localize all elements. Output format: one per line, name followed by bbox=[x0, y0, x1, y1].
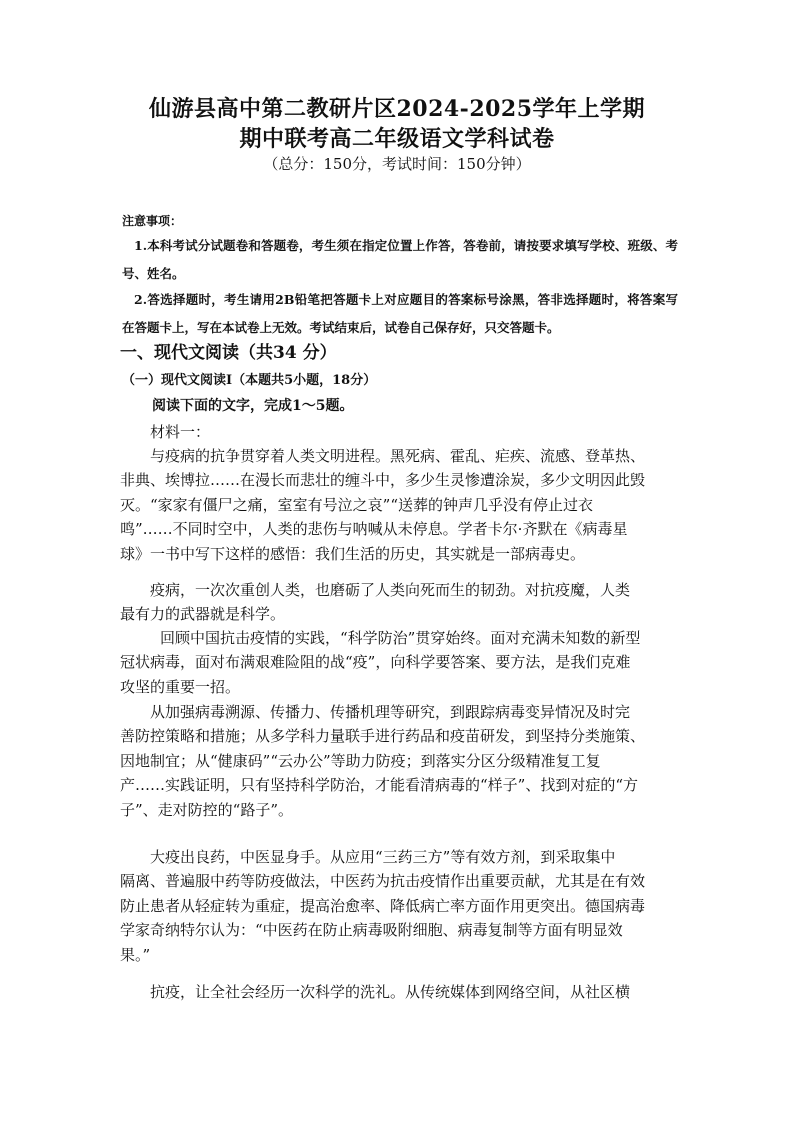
subsection-heading: （一）现代文阅读Ⅰ（本题共5小题，18分） bbox=[122, 373, 377, 388]
paragraph-line: 冠状病毒，面对布满艰难险阻的战“疫”，向科学要答案、要方法，是我们克难 bbox=[120, 653, 631, 672]
paragraph-line: 善防控策略和措施；从多学科力量联手进行药品和疫苗研发，到坚持分类施策、 bbox=[120, 727, 646, 746]
paragraph-line: 抗疫，让全社会经历一次科学的洗礼。从传统媒体到网络空间，从社区横 bbox=[150, 983, 631, 1001]
paragraph-line: 子”、走对防控的“路子”。 bbox=[120, 800, 294, 819]
notice-item-2: 2.答选择题时，考生请用2B铅笔把答题卡上对应题目的答案标号涂黑，答非选择题时，将答案写在答题卡上，写在本试卷上无效。考试结束后，试卷自己保存好，只交答题卡。 bbox=[122, 292, 678, 335]
paragraph-line: 从加强病毒溯源、传播力、传播机理等研究，到跟踪病毒变异情况及时完 bbox=[150, 703, 631, 721]
article-paragraph-6 bbox=[120, 980, 678, 1004]
paragraph-line: 灭。“家家有僵尸之痛，室室有号泣之哀”“送葬的钟声几乎没有停止过衣 bbox=[120, 495, 594, 514]
paragraph-line: 产……实践证明，只有坚持科学防治，才能看清病毒的“样子”、找到对症的“方 bbox=[120, 776, 639, 795]
paragraph-line: 回顾中国抗击疫情的实践，“科学防治”贯穿始终。面对充满未知数的新型 bbox=[160, 629, 641, 647]
paragraph-line: 疫病，一次次重创人类，也磨砺了人类向死而生的韧劲。对抗疫魔，人类 bbox=[150, 581, 631, 599]
article-paragraph-4 bbox=[120, 700, 678, 822]
material-label bbox=[120, 420, 678, 444]
paragraph-line: 防止患者从轻症转为重症，提高治愈率、降低病亡率方面作用更突出。德国病毒 bbox=[120, 896, 646, 915]
exam-title-line1: 仙游县高中第二教研片区2024-2025学年上学期 bbox=[148, 96, 646, 122]
article-paragraph-3 bbox=[120, 626, 678, 699]
reading-instruction: 阅读下面的文字，完成1～5题。 bbox=[152, 398, 354, 414]
article-paragraph-5 bbox=[120, 845, 678, 967]
article-paragraph-1 bbox=[120, 444, 678, 566]
paragraph-line: 隔离、普遍服中药等防疫做法，中医药为抗击疫情作出重要贡献，尤其是在有效 bbox=[120, 872, 646, 891]
paragraph-line: 非典、埃博拉……在漫长而悲壮的缠斗中，多少生灵惨遭涂炭，多少文明因此毁 bbox=[120, 471, 646, 490]
paragraph-line: 果。” bbox=[120, 945, 151, 964]
paragraph-line: 大疫出良药，中医显身手。从应用“三药三方”等有效方剂，到采取集中 bbox=[150, 848, 616, 866]
paragraph-line: 攻坚的重要一招。 bbox=[120, 677, 241, 696]
notice-heading: 注意事项： bbox=[122, 214, 183, 228]
paragraph-line: 与疫病的抗争贯穿着人类文明进程。黑死病、霍乱、疟疾、流感、登革热、 bbox=[150, 447, 646, 465]
section-heading: 一、现代文阅读（共34 分） bbox=[120, 343, 337, 363]
exam-score-time: （总分：150分，考试时间：150分钟） bbox=[263, 155, 531, 173]
paragraph-line: 球》一书中写下这样的感悟：我们生活的历史，其实就是一部病毒史。 bbox=[120, 544, 586, 563]
exam-title-line2: 期中联考高二年级语文学科试卷 bbox=[239, 126, 555, 152]
paragraph-line: 鸣”……不同时空中，人类的悲伤与呐喊从未停息。学者卡尔·齐默在《病毒星 bbox=[120, 520, 628, 539]
paragraph-line: 学家奇纳特尔认为：“中医药在防止病毒吸附细胞、病毒复制等方面有明显效 bbox=[120, 921, 623, 940]
paragraph-line: 最有力的武器就是科学。 bbox=[120, 605, 286, 624]
article-paragraph-2 bbox=[120, 578, 678, 627]
material-label-text: 材料一： bbox=[150, 423, 211, 441]
notice-item-1: 1.本科考试分试题卷和答题卷，考生须在指定位置上作答，答卷前，请按要求填写学校、班级、考号、姓名。 bbox=[122, 238, 678, 281]
paragraph-line: 因地制宜；从“健康码”“云办公”等助力防疫；到落实分区分级精准复工复 bbox=[120, 751, 601, 770]
